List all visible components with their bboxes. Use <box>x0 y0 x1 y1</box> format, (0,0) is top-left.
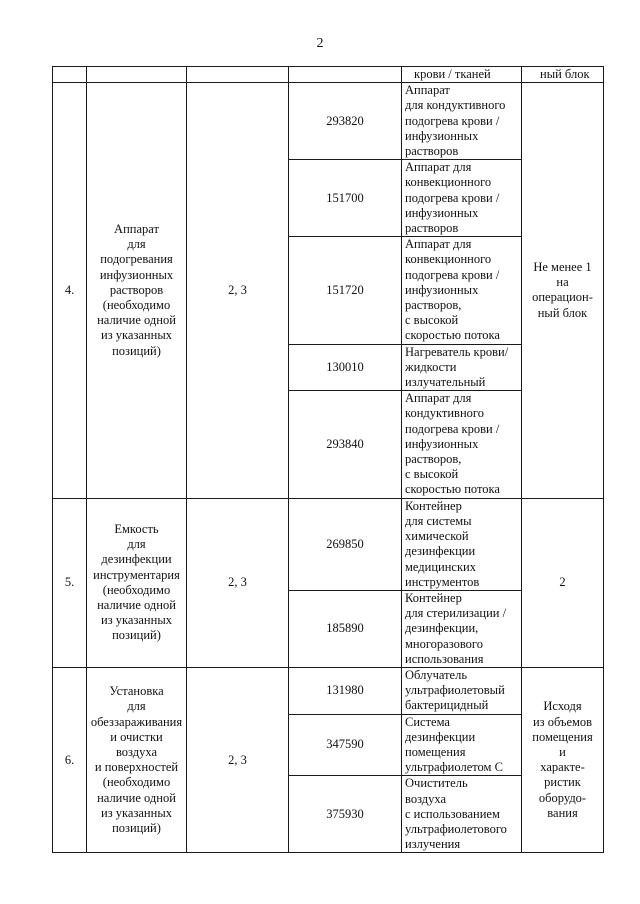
section-number: 4. <box>53 83 87 498</box>
equipment-type: Емкость для дезинфекции инструментария (необходимо наличие одной из указанных позиций) <box>87 498 187 667</box>
equipment-type: Установка для обеззараживания и очистки воздуха и поверхностей (необходимо наличие одной из указанных позиций) <box>87 667 187 852</box>
section-number: 6. <box>53 667 87 852</box>
item-name: Очиститель воздуха с использованием ультрафиолетового излучения <box>402 776 522 853</box>
item-name: Аппарат для конвекционного подогрева крови / инфузионных растворов, с высокой скоростью потока <box>402 237 522 344</box>
code-cell <box>289 67 402 83</box>
table-row <box>53 83 604 160</box>
item-code: 151700 <box>289 160 402 237</box>
item-code: 151720 <box>289 237 402 344</box>
item-name: Облучатель ультрафиолетовый бактерицидный <box>402 667 522 714</box>
equipment-cell <box>87 67 187 83</box>
item-code: 130010 <box>289 344 402 391</box>
page-number: 2 <box>316 36 324 51</box>
item-code: 347590 <box>289 714 402 776</box>
item-code: 131980 <box>289 667 402 714</box>
name-cell: крови / тканей <box>402 67 522 83</box>
usage-conditions: 2, 3 <box>187 667 289 852</box>
item-name: Нагреватель крови/ жидкости излучательный <box>402 344 522 391</box>
num-cell <box>53 67 87 83</box>
equipment-table <box>52 66 604 853</box>
item-name: Контейнер для стерилизации / дезинфекции, многоразового использования <box>402 590 522 667</box>
quantity: Не менее 1 на операцион- ный блок <box>522 83 604 498</box>
table-row <box>53 67 604 83</box>
item-code: 185890 <box>289 590 402 667</box>
item-name: Аппарат для кондуктивного подогрева крови / инфузионных растворов, с высокой скоростью потока <box>402 391 522 498</box>
item-name: Контейнер для системы химической дезинфекции медицинских инструментов <box>402 498 522 590</box>
item-code: 293820 <box>289 83 402 160</box>
section-number: 5. <box>53 498 87 667</box>
item-name: Система дезинфекции помещения ультрафиолетом С <box>402 714 522 776</box>
item-code: 293840 <box>289 391 402 498</box>
table-row <box>53 498 604 590</box>
quantity: Исходя из объемов помещения и характе- ристик оборудо- вания <box>522 667 604 852</box>
table-row <box>53 667 604 714</box>
item-code: 269850 <box>289 498 402 590</box>
quantity: 2 <box>522 498 604 667</box>
item-name: Аппарат для кондуктивного подогрева крови / инфузионных растворов <box>402 83 522 160</box>
item-code: 375930 <box>289 776 402 853</box>
equipment-type: Аппарат для подогревания инфузионных растворов (необходимо наличие одной из указанных позиций) <box>87 83 187 498</box>
usage-conditions: 2, 3 <box>187 83 289 498</box>
item-name: Аппарат для конвекционного подогрева крови / инфузионных растворов <box>402 160 522 237</box>
usage-cell <box>187 67 289 83</box>
usage-conditions: 2, 3 <box>187 498 289 667</box>
qty-cell: ный блок <box>522 67 604 83</box>
